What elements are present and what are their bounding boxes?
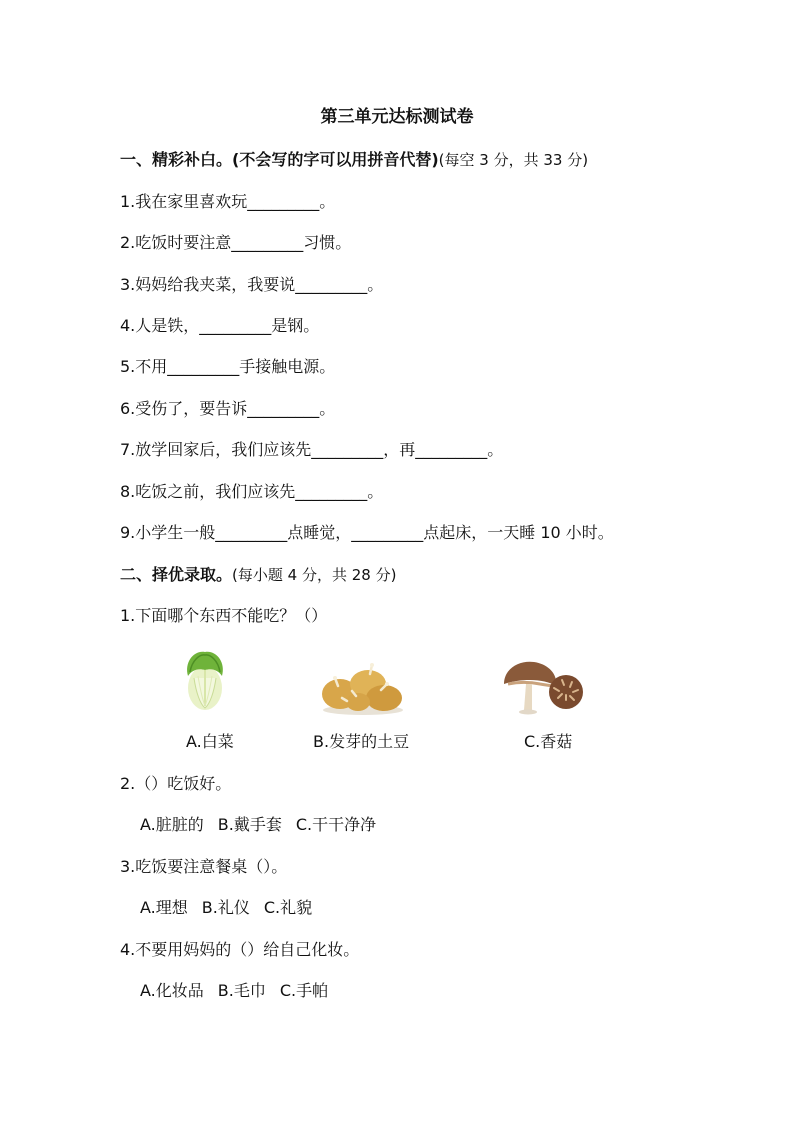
fill-in-item-2: 2.吃饭时要注意_________习惯。 [120, 233, 352, 252]
fill-in-item-7: 7.放学回家后，我们应该先_________，再_________。 [120, 440, 504, 459]
option-b: B.戴手套 [217, 815, 282, 834]
option-c: C.干干净净 [295, 815, 377, 834]
cabbage-icon [178, 648, 232, 716]
fill-in-item-8: 8.吃饭之前，我们应该先_________。 [120, 482, 384, 501]
shiitake-mushroom-icon [500, 658, 590, 720]
question-1-stem: 1.下面哪个东西不能吃？（） [120, 606, 328, 625]
question-2-options [140, 815, 390, 835]
fill-in-item-9: 9.小学生一般_________点睡觉，_________点起床，一天睡 10 小时。 [120, 523, 614, 542]
option-a: A.脏脏的 [140, 815, 204, 834]
question-4-stem: 4.不要用妈妈的（）给自己化妆。 [120, 940, 360, 959]
option-b-caption: B.发芽的土豆 [313, 732, 410, 751]
option-c-caption: C.香菇 [524, 732, 573, 751]
option-a: A.理想 [140, 898, 188, 917]
sprouted-potato-icon [318, 660, 408, 720]
option-c: C.礼貌 [263, 898, 313, 917]
option-c: C.手帕 [279, 981, 329, 1000]
fill-in-item-1: 1.我在家里喜欢玩_________。 [120, 192, 336, 211]
option-b: B.毛巾 [217, 981, 266, 1000]
question-3-stem: 3.吃饭要注意餐桌（）。 [120, 857, 288, 876]
option-a-caption: A.白菜 [186, 732, 234, 751]
question-2-stem: 2.（）吃饭好。 [120, 774, 232, 793]
fill-in-item-5: 5.不用_________手接触电源。 [120, 357, 336, 376]
section-1-heading [120, 150, 588, 170]
fill-in-item-4: 4.人是铁，_________是钢。 [120, 316, 320, 335]
option-b: B.礼仪 [201, 898, 250, 917]
section-1-note: (每空 3 分，共 33 分) [438, 151, 589, 169]
section-2-title: 二、择优录取。 [120, 565, 233, 584]
question-4-options [140, 981, 342, 1001]
question-3-options [140, 898, 326, 918]
fill-in-item-6: 6.受伤了，要告诉_________。 [120, 399, 336, 418]
section-2-heading [120, 565, 396, 585]
section-1-title: 一、精彩补白。(不会写的字可以用拼音代替) [120, 150, 439, 169]
option-a: A.化妆品 [140, 981, 204, 1000]
section-2-note: (每小题 4 分，共 28 分) [232, 566, 397, 584]
page-title: 第三单元达标测试卷 [320, 107, 474, 127]
fill-in-item-3: 3.妈妈给我夹菜，我要说_________。 [120, 275, 384, 294]
